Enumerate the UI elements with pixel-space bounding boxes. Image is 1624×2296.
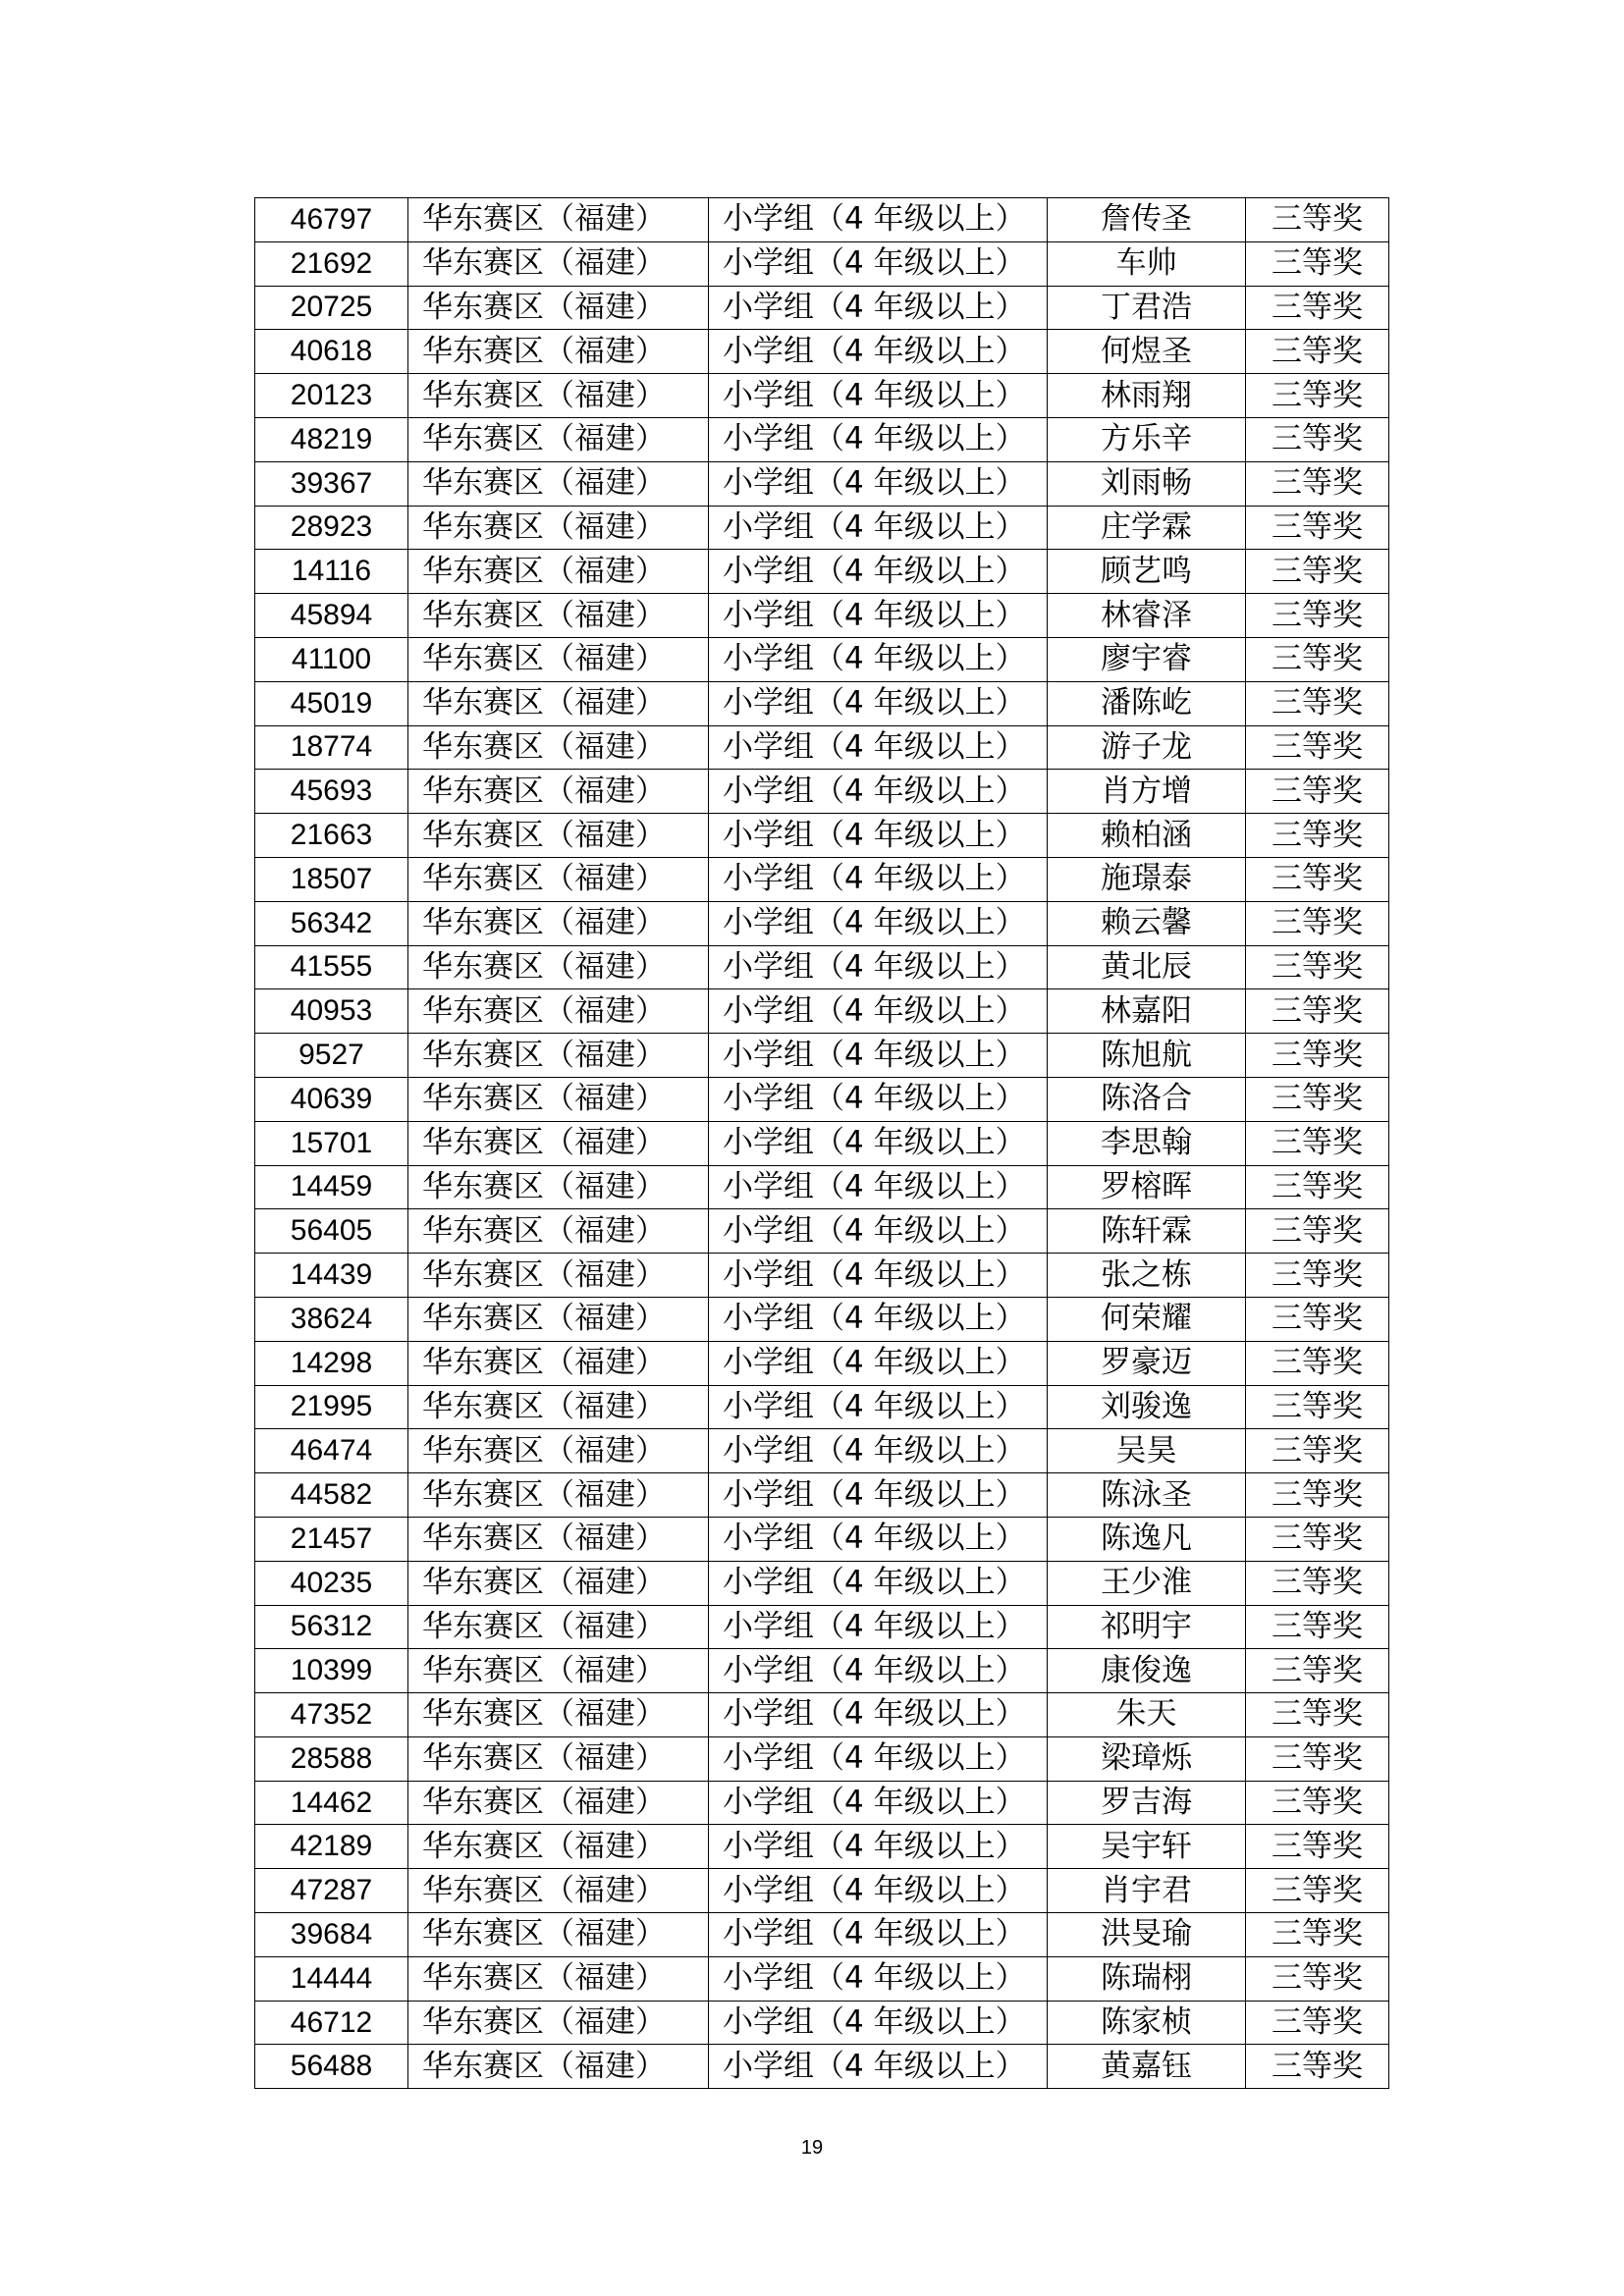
award-cell: 三等奖 [1246,1956,1389,2001]
region-cell: 华东赛区（福建） [408,330,709,374]
entry-id-cell: 14439 [255,1254,408,1298]
group-cell: 小学组（4 年级以上） [709,1605,1048,1649]
group-cell: 小学组（4 年级以上） [709,1341,1048,1385]
group-cell: 小学组（4 年级以上） [709,417,1048,461]
region-cell: 华东赛区（福建） [408,901,709,945]
entry-id-cell: 14298 [255,1341,408,1385]
name-cell: 罗吉海 [1048,1781,1246,1825]
group-cell: 小学组（4 年级以上） [709,286,1048,330]
table-row [255,1693,1389,1737]
name-cell: 潘陈屹 [1048,681,1246,725]
award-cell: 三等奖 [1246,461,1389,506]
table-row [255,1825,1389,1869]
award-cell: 三等奖 [1246,1561,1389,1605]
group-cell: 小学组（4 年级以上） [709,1297,1048,1341]
region-cell: 华东赛区（福建） [408,1429,709,1473]
region-cell: 华东赛区（福建） [408,1165,709,1209]
name-cell: 陈逸凡 [1048,1517,1246,1561]
table-row [255,594,1389,638]
entry-id-cell: 56488 [255,2045,408,2089]
name-cell: 肖宇君 [1048,1869,1246,1913]
name-cell: 赖柏涵 [1048,814,1246,858]
name-cell: 罗豪迈 [1048,1341,1246,1385]
table-row [255,637,1389,681]
award-cell: 三等奖 [1246,1869,1389,1913]
award-cell: 三等奖 [1246,814,1389,858]
group-cell: 小学组（4 年级以上） [709,2045,1048,2089]
group-cell: 小学组（4 年级以上） [709,550,1048,594]
table-row [255,1473,1389,1518]
award-cell: 三等奖 [1246,286,1389,330]
name-cell: 游子龙 [1048,725,1246,770]
entry-id-cell: 39684 [255,1913,408,1957]
award-cell: 三等奖 [1246,1165,1389,1209]
name-cell: 廖宇睿 [1048,637,1246,681]
entry-id-cell: 46712 [255,2001,408,2045]
region-cell: 华东赛区（福建） [408,1693,709,1737]
table-row [255,1736,1389,1781]
region-cell: 华东赛区（福建） [408,681,709,725]
group-cell: 小学组（4 年级以上） [709,241,1048,286]
region-cell: 华东赛区（福建） [408,1077,709,1121]
table-row [255,725,1389,770]
table-row [255,1385,1389,1429]
page-number: 19 [800,2137,824,2159]
table-row [255,1605,1389,1649]
region-cell: 华东赛区（福建） [408,461,709,506]
table-row [255,1517,1389,1561]
entry-id-cell: 21663 [255,814,408,858]
award-cell: 三等奖 [1246,1209,1389,1254]
table-row [255,1429,1389,1473]
region-cell: 华东赛区（福建） [408,1341,709,1385]
region-cell: 华东赛区（福建） [408,594,709,638]
group-cell: 小学组（4 年级以上） [709,1121,1048,1165]
group-cell: 小学组（4 年级以上） [709,1736,1048,1781]
award-cell: 三等奖 [1246,901,1389,945]
region-cell: 华东赛区（福建） [408,1913,709,1957]
name-cell: 陈旭航 [1048,1034,1246,1078]
award-cell: 三等奖 [1246,681,1389,725]
award-cell: 三等奖 [1246,1913,1389,1957]
award-cell: 三等奖 [1246,1693,1389,1737]
award-cell: 三等奖 [1246,550,1389,594]
region-cell: 华东赛区（福建） [408,550,709,594]
group-cell: 小学组（4 年级以上） [709,1473,1048,1518]
award-cell: 三等奖 [1246,1121,1389,1165]
region-cell: 华东赛区（福建） [408,1517,709,1561]
group-cell: 小学组（4 年级以上） [709,1561,1048,1605]
group-cell: 小学组（4 年级以上） [709,1385,1048,1429]
award-cell: 三等奖 [1246,1297,1389,1341]
award-cell: 三等奖 [1246,1385,1389,1429]
group-cell: 小学组（4 年级以上） [709,198,1048,242]
table-row [255,1297,1389,1341]
award-cell: 三等奖 [1246,725,1389,770]
award-cell: 三等奖 [1246,770,1389,814]
award-table-body [255,198,1389,2089]
region-cell: 华东赛区（福建） [408,506,709,550]
entry-id-cell: 21692 [255,241,408,286]
table-row [255,330,1389,374]
table-row [255,1254,1389,1298]
entry-id-cell: 28588 [255,1736,408,1781]
group-cell: 小学组（4 年级以上） [709,374,1048,418]
entry-id-cell: 47287 [255,1869,408,1913]
entry-id-cell: 45693 [255,770,408,814]
table-row [255,1649,1389,1693]
table-row [255,901,1389,945]
table-row [255,770,1389,814]
award-cell: 三等奖 [1246,1077,1389,1121]
name-cell: 林睿泽 [1048,594,1246,638]
name-cell: 朱天 [1048,1693,1246,1737]
award-cell: 三等奖 [1246,637,1389,681]
name-cell: 詹传圣 [1048,198,1246,242]
table-row [255,1341,1389,1385]
table-row [255,945,1389,989]
name-cell: 施璟泰 [1048,857,1246,901]
group-cell: 小学组（4 年级以上） [709,770,1048,814]
award-cell: 三等奖 [1246,1341,1389,1385]
award-cell: 三等奖 [1246,1825,1389,1869]
group-cell: 小学组（4 年级以上） [709,945,1048,989]
entry-id-cell: 42189 [255,1825,408,1869]
entry-id-cell: 21457 [255,1517,408,1561]
award-cell: 三等奖 [1246,1781,1389,1825]
table-row [255,241,1389,286]
name-cell: 李思翰 [1048,1121,1246,1165]
region-cell: 华东赛区（福建） [408,1561,709,1605]
name-cell: 陈家桢 [1048,2001,1246,2045]
entry-id-cell: 39367 [255,461,408,506]
table-row [255,1077,1389,1121]
region-cell: 华东赛区（福建） [408,1473,709,1518]
group-cell: 小学组（4 年级以上） [709,1649,1048,1693]
name-cell: 黄嘉钰 [1048,2045,1246,2089]
entry-id-cell: 45894 [255,594,408,638]
region-cell: 华东赛区（福建） [408,857,709,901]
region-cell: 华东赛区（福建） [408,198,709,242]
table-row [255,461,1389,506]
table-row [255,1781,1389,1825]
award-table [254,197,1389,2089]
table-row [255,417,1389,461]
entry-id-cell: 46797 [255,198,408,242]
table-row [255,198,1389,242]
entry-id-cell: 9527 [255,1034,408,1078]
entry-id-cell: 44582 [255,1473,408,1518]
entry-id-cell: 18507 [255,857,408,901]
name-cell: 陈轩霖 [1048,1209,1246,1254]
name-cell: 黄北辰 [1048,945,1246,989]
name-cell: 顾艺鸣 [1048,550,1246,594]
name-cell: 丁君浩 [1048,286,1246,330]
entry-id-cell: 40953 [255,989,408,1034]
table-row [255,1034,1389,1078]
entry-id-cell: 56405 [255,1209,408,1254]
table-row [255,550,1389,594]
award-cell: 三等奖 [1246,2001,1389,2045]
table-row [255,1209,1389,1254]
region-cell: 华东赛区（福建） [408,1297,709,1341]
entry-id-cell: 40639 [255,1077,408,1121]
name-cell: 车帅 [1048,241,1246,286]
entry-id-cell: 15701 [255,1121,408,1165]
entry-id-cell: 41100 [255,637,408,681]
name-cell: 林雨翔 [1048,374,1246,418]
region-cell: 华东赛区（福建） [408,1781,709,1825]
group-cell: 小学组（4 年级以上） [709,1869,1048,1913]
group-cell: 小学组（4 年级以上） [709,1429,1048,1473]
award-cell: 三等奖 [1246,1254,1389,1298]
name-cell: 洪旻瑜 [1048,1913,1246,1957]
group-cell: 小学组（4 年级以上） [709,857,1048,901]
group-cell: 小学组（4 年级以上） [709,814,1048,858]
entry-id-cell: 20725 [255,286,408,330]
award-cell: 三等奖 [1246,198,1389,242]
award-cell: 三等奖 [1246,1736,1389,1781]
name-cell: 康俊逸 [1048,1649,1246,1693]
table-row [255,814,1389,858]
table-row [255,1869,1389,1913]
table-row [255,2045,1389,2089]
entry-id-cell: 14444 [255,1956,408,2001]
group-cell: 小学组（4 年级以上） [709,1517,1048,1561]
group-cell: 小学组（4 年级以上） [709,594,1048,638]
award-cell: 三等奖 [1246,330,1389,374]
entry-id-cell: 56312 [255,1605,408,1649]
region-cell: 华东赛区（福建） [408,989,709,1034]
group-cell: 小学组（4 年级以上） [709,1956,1048,2001]
group-cell: 小学组（4 年级以上） [709,637,1048,681]
name-cell: 方乐辛 [1048,417,1246,461]
region-cell: 华东赛区（福建） [408,1209,709,1254]
region-cell: 华东赛区（福建） [408,1736,709,1781]
entry-id-cell: 41555 [255,945,408,989]
award-cell: 三等奖 [1246,506,1389,550]
table-row [255,374,1389,418]
region-cell: 华东赛区（福建） [408,2001,709,2045]
entry-id-cell: 10399 [255,1649,408,1693]
group-cell: 小学组（4 年级以上） [709,989,1048,1034]
name-cell: 罗榕晖 [1048,1165,1246,1209]
entry-id-cell: 14116 [255,550,408,594]
group-cell: 小学组（4 年级以上） [709,506,1048,550]
entry-id-cell: 14462 [255,1781,408,1825]
region-cell: 华东赛区（福建） [408,1605,709,1649]
entry-id-cell: 40235 [255,1561,408,1605]
entry-id-cell: 46474 [255,1429,408,1473]
region-cell: 华东赛区（福建） [408,1825,709,1869]
group-cell: 小学组（4 年级以上） [709,330,1048,374]
award-cell: 三等奖 [1246,594,1389,638]
group-cell: 小学组（4 年级以上） [709,681,1048,725]
name-cell: 陈洛合 [1048,1077,1246,1121]
table-row [255,681,1389,725]
group-cell: 小学组（4 年级以上） [709,1209,1048,1254]
entry-id-cell: 48219 [255,417,408,461]
region-cell: 华东赛区（福建） [408,1034,709,1078]
table-row [255,1913,1389,1957]
award-cell: 三等奖 [1246,1605,1389,1649]
award-cell: 三等奖 [1246,2045,1389,2089]
award-cell: 三等奖 [1246,945,1389,989]
table-row [255,1165,1389,1209]
award-cell: 三等奖 [1246,1034,1389,1078]
entry-id-cell: 28923 [255,506,408,550]
name-cell: 祁明宇 [1048,1605,1246,1649]
name-cell: 何煜圣 [1048,330,1246,374]
group-cell: 小学组（4 年级以上） [709,1165,1048,1209]
region-cell: 华东赛区（福建） [408,374,709,418]
entry-id-cell: 47352 [255,1693,408,1737]
region-cell: 华东赛区（福建） [408,1649,709,1693]
name-cell: 吴昊 [1048,1429,1246,1473]
name-cell: 陈瑞栩 [1048,1956,1246,2001]
region-cell: 华东赛区（福建） [408,1254,709,1298]
region-cell: 华东赛区（福建） [408,241,709,286]
entry-id-cell: 38624 [255,1297,408,1341]
region-cell: 华东赛区（福建） [408,286,709,330]
table-row [255,1121,1389,1165]
group-cell: 小学组（4 年级以上） [709,1913,1048,1957]
region-cell: 华东赛区（福建） [408,725,709,770]
region-cell: 华东赛区（福建） [408,2045,709,2089]
region-cell: 华东赛区（福建） [408,814,709,858]
award-cell: 三等奖 [1246,374,1389,418]
entry-id-cell: 14459 [255,1165,408,1209]
group-cell: 小学组（4 年级以上） [709,1781,1048,1825]
group-cell: 小学组（4 年级以上） [709,1034,1048,1078]
name-cell: 林嘉阳 [1048,989,1246,1034]
award-cell: 三等奖 [1246,241,1389,286]
region-cell: 华东赛区（福建） [408,1121,709,1165]
award-cell: 三等奖 [1246,857,1389,901]
table-row [255,506,1389,550]
region-cell: 华东赛区（福建） [408,770,709,814]
name-cell: 吴宇轩 [1048,1825,1246,1869]
name-cell: 陈泳圣 [1048,1473,1246,1518]
award-cell: 三等奖 [1246,1517,1389,1561]
table-row [255,1956,1389,2001]
award-cell: 三等奖 [1246,1473,1389,1518]
region-cell: 华东赛区（福建） [408,945,709,989]
name-cell: 刘雨畅 [1048,461,1246,506]
name-cell: 梁璋烁 [1048,1736,1246,1781]
table-row [255,286,1389,330]
table-row [255,2001,1389,2045]
region-cell: 华东赛区（福建） [408,1869,709,1913]
entry-id-cell: 18774 [255,725,408,770]
group-cell: 小学组（4 年级以上） [709,1077,1048,1121]
entry-id-cell: 40618 [255,330,408,374]
table-row [255,989,1389,1034]
award-cell: 三等奖 [1246,417,1389,461]
award-cell: 三等奖 [1246,1649,1389,1693]
name-cell: 赖云馨 [1048,901,1246,945]
region-cell: 华东赛区（福建） [408,1385,709,1429]
entry-id-cell: 56342 [255,901,408,945]
region-cell: 华东赛区（福建） [408,417,709,461]
group-cell: 小学组（4 年级以上） [709,461,1048,506]
region-cell: 华东赛区（福建） [408,637,709,681]
entry-id-cell: 45019 [255,681,408,725]
group-cell: 小学组（4 年级以上） [709,1693,1048,1737]
name-cell: 何荣耀 [1048,1297,1246,1341]
table-row [255,1561,1389,1605]
group-cell: 小学组（4 年级以上） [709,1825,1048,1869]
table-row [255,857,1389,901]
award-cell: 三等奖 [1246,1429,1389,1473]
group-cell: 小学组（4 年级以上） [709,725,1048,770]
name-cell: 肖方增 [1048,770,1246,814]
name-cell: 刘骏逸 [1048,1385,1246,1429]
entry-id-cell: 21995 [255,1385,408,1429]
name-cell: 王少淮 [1048,1561,1246,1605]
name-cell: 张之栋 [1048,1254,1246,1298]
group-cell: 小学组（4 年级以上） [709,2001,1048,2045]
region-cell: 华东赛区（福建） [408,1956,709,2001]
award-cell: 三等奖 [1246,989,1389,1034]
group-cell: 小学组（4 年级以上） [709,1254,1048,1298]
group-cell: 小学组（4 年级以上） [709,901,1048,945]
name-cell: 庄学霖 [1048,506,1246,550]
entry-id-cell: 20123 [255,374,408,418]
